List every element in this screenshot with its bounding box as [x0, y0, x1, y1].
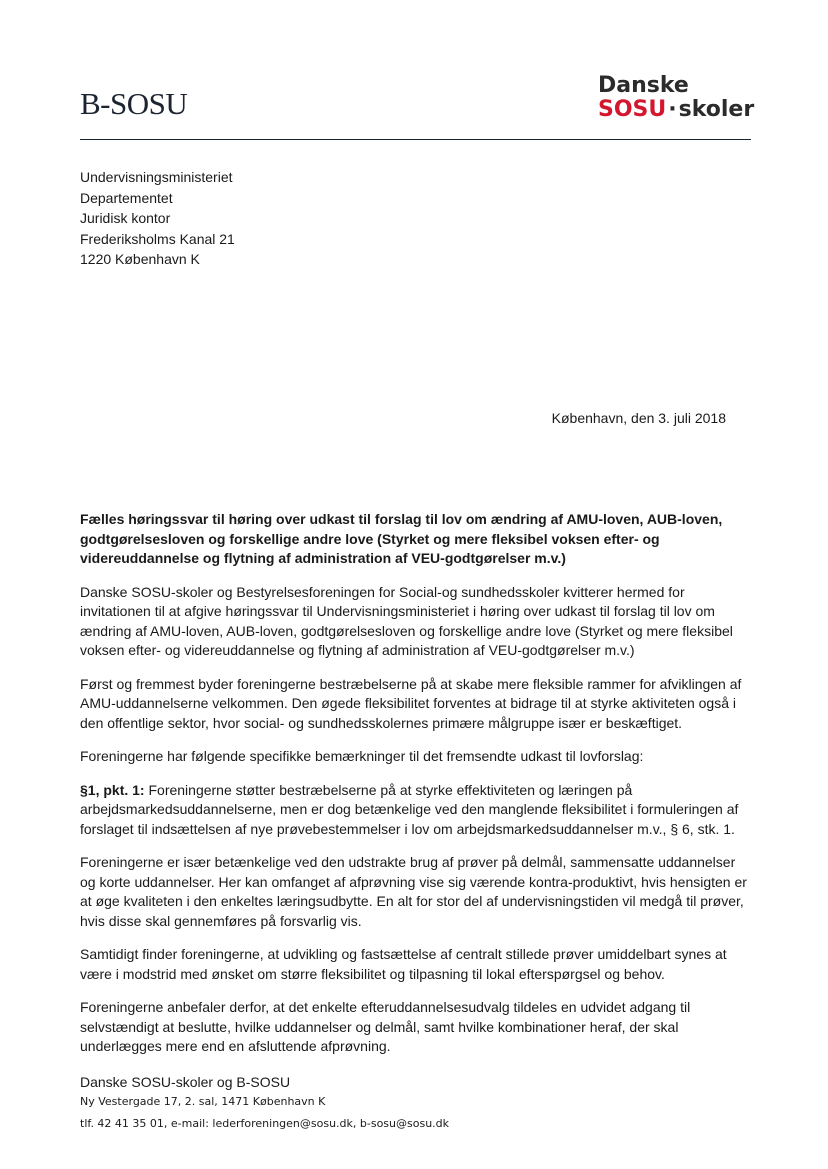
section-lead: §1, pkt. 1:: [80, 781, 145, 798]
body-paragraph: Foreningerne har følgende specifikke bemærkninger til det fremsendte udkast til lovforslag:: [80, 748, 644, 764]
footer-org: Danske SOSU-skoler og B-SOSU: [80, 1074, 291, 1090]
letter-subject: Fælles høringssvar til høring over udkast til forslag til lov om ændring af AMU-loven, AUB-loven, godtgørelsesloven og forskellige andre love (Styrket og mere fleksibel voksen efter- og videreuddannelse og flytning af administration af VEU-godtgørelser m.v.): [80, 511, 723, 566]
body-paragraph: Foreningerne er især betænkelige ved den udstrakte brug af prøver på delmål, sammensatte uddannelser og korte uddannelser. Her kan omfanget af afprøvning vise sig værende kontra-produktivt, hvis hensigten er at øge kvaliteten i den enkeltes læringsudbytte. En alt for stor del af undervisningstiden vil medgå til prøver, hvis disse skal gennemføres på forsvarlig vis.: [80, 854, 747, 929]
recipient-line: Undervisningsministeriet: [80, 169, 233, 185]
body-paragraph: Foreningerne anbefaler derfor, at det enkelte efteruddannelsesudvalg tildeles en udvidet adgang til selvstændigt at beslutte, hvilke uddannelser og delmål, samt hvilke kombinationer heraf, der skal underlægges mere end en afsluttende afprøvning.: [80, 999, 691, 1054]
body-paragraph: Danske SOSU-skoler og Bestyrelsesforeningen for Social-og sundhedsskoler kvitterer hermed for invitationen til at afgive høringssvar til Undervisningsministeriet i høring over udkast til forslag til lov om ændring af AMU-loven, AUB-loven, godtgørelsesloven og forskellige andre love (Styrket og mere fleksibel voksen efter- og videreuddannelse og flytning af administration af VEU-godtgørelser m.v.): [80, 583, 733, 658]
letter-body: [80, 510, 752, 1071]
body-paragraph: Først og fremmest byder foreningerne bestræbelserne på at skabe mere fleksible rammer for afviklingen af AMU-uddannelserne velkommen. Den øgede fleksibilitet forventes at bidrage til at styrke aktiviteten også i den offentlige sektor, hvor social- og sundhedsskolernes primære målgruppe især er beskæftiget.: [80, 675, 742, 731]
recipient-line: Frederiksholms Kanal 21: [80, 230, 235, 247]
section-paragraph: [80, 781, 752, 840]
logo-sosu-skoler-line: [598, 98, 754, 122]
letter-footer: [80, 1074, 752, 1131]
recipient-address: [80, 167, 235, 270]
danske-sosu-skoler-logo: [598, 74, 754, 122]
logo-sosu-text: SOSU: [598, 97, 667, 122]
header-divider: [80, 139, 751, 140]
logo-separator: ·: [668, 97, 677, 122]
footer-address: Ny Vestergade 17, 2. sal, 1471 København K: [80, 1095, 326, 1108]
recipient-line: Juridisk kontor: [80, 210, 171, 226]
recipient-line: 1220 København K: [80, 251, 200, 267]
section-text: Foreningerne støtter bestræbelserne på at styrke effektiviteten og læringen på arbejdsmarkedsuddannelserne, men er dog betænkelige ved den manglende fleksibilitet i formuleringen af forslaget til indsættelsen af nye prøvebestemmelser i lov om arbejdsmarkedsuddannelser m.v., § 6, stk. 1.: [80, 781, 739, 837]
b-sosu-logo: B-SOSU: [80, 86, 188, 121]
body-paragraph: Samtidigt finder foreningerne, at udvikling og fastsættelse af centralt stillede prøver umiddelbart synes at være i modstrid med ønsket om større fleksibilitet og tilpasning til lokal efterspørgsel og behov.: [80, 946, 727, 982]
logo-skoler-text: skoler: [678, 97, 755, 122]
logo-danske-text: Danske: [598, 73, 689, 98]
footer-contact: tlf. 42 41 35 01, e-mail: lederforeningen@sosu.dk, b-sosu@sosu.dk: [80, 1117, 450, 1130]
letter-date: København, den 3. juli 2018: [551, 410, 726, 426]
recipient-line: Departementet: [80, 189, 173, 206]
